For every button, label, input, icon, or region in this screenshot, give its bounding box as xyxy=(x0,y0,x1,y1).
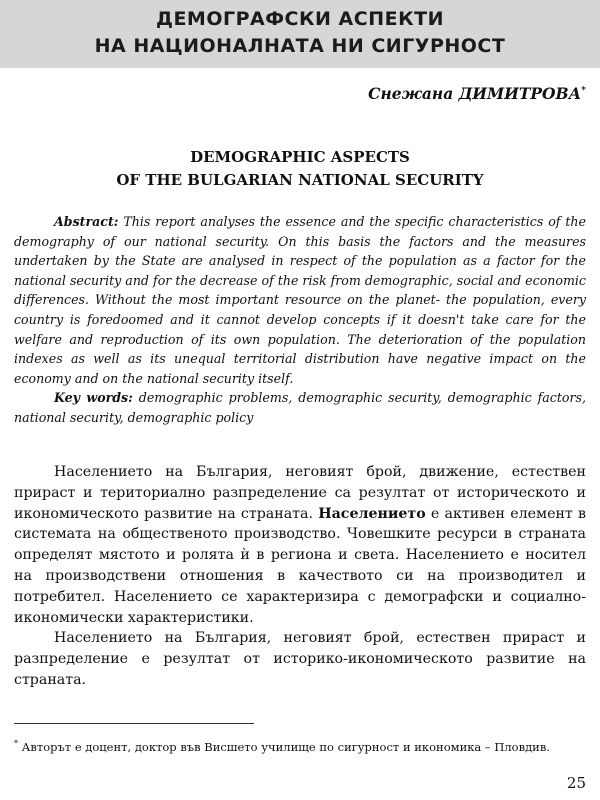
author-footnote-marker: * xyxy=(581,85,586,96)
body-paragraph-1 xyxy=(14,462,586,628)
body-p1-part-2: е активен елемент в системата на общественото производство. Човешките ресурси в страната определят мястото и ролята ѝ в региона и света. Населението е носител на производствени отношения в качеството си на производител и потребител. Населението се характеризира с демографски и социално-икономически характеристики. xyxy=(14,505,586,626)
footnote-divider xyxy=(14,723,254,724)
author-name xyxy=(368,84,586,103)
footnote-text: Авторът е доцент, доктор във Висшето училище по сигурност и икономика – Пловдив. xyxy=(18,739,550,754)
footnote xyxy=(14,735,586,756)
body-p1-part-1: Населението на България, неговият брой, движение, естествен прираст и териториално разпределение са резултат от историческото и икономическото развитие на страната. xyxy=(14,464,586,522)
body-text xyxy=(14,462,586,691)
author-name-text: Снежана ДИМИТРОВА xyxy=(368,84,582,103)
body-paragraph-2: Населението на България, неговият брой, естествен прираст и разпределение е резултат от историко-икономическото развитие на страната. xyxy=(14,630,586,688)
abstract-text: This report analyses the essence and the specific characteristics of the demography of our national security. On this basis the factors and the measures undertaken by the State are analysed in respect of the population as a factor for the national security and for the decrease of the risk from demographic, social and economic differences. Without the most important resource on the planet- the population, every country is foredoomed and it cannot develop concepts if it doesn't take care for the welfare and reproduction of its own population. The deterioration of the population indexes as well as its unequal territorial distribution have negative impact on the economy and on the national security itself. xyxy=(14,214,586,386)
keywords-text: demographic problems, demographic security, demographic factors, national security, demographic policy xyxy=(14,390,586,425)
bulgarian-title-block xyxy=(0,0,600,68)
keywords-paragraph xyxy=(14,388,586,427)
page-number: 25 xyxy=(566,774,586,792)
abstract-section xyxy=(14,212,586,428)
abstract-label: Abstract: xyxy=(54,214,119,229)
abstract-paragraph xyxy=(14,212,586,388)
english-title-line-1: DEMOGRAPHIC ASPECTS xyxy=(190,148,410,166)
english-title-line-2: OF THE BULGARIAN NATIONAL SECURITY xyxy=(116,171,484,189)
bulgarian-title-line-2: НА НАЦИОНАЛНАТА НИ СИГУРНОСТ xyxy=(94,35,506,57)
bulgarian-title-line-1: ДЕМОГРАФСКИ АСПЕКТИ xyxy=(156,8,444,30)
keywords-label: Key words: xyxy=(54,390,133,406)
english-title xyxy=(0,146,600,192)
footnote-marker: * xyxy=(14,739,18,748)
body-p1-bold-term: Населението xyxy=(318,505,426,522)
